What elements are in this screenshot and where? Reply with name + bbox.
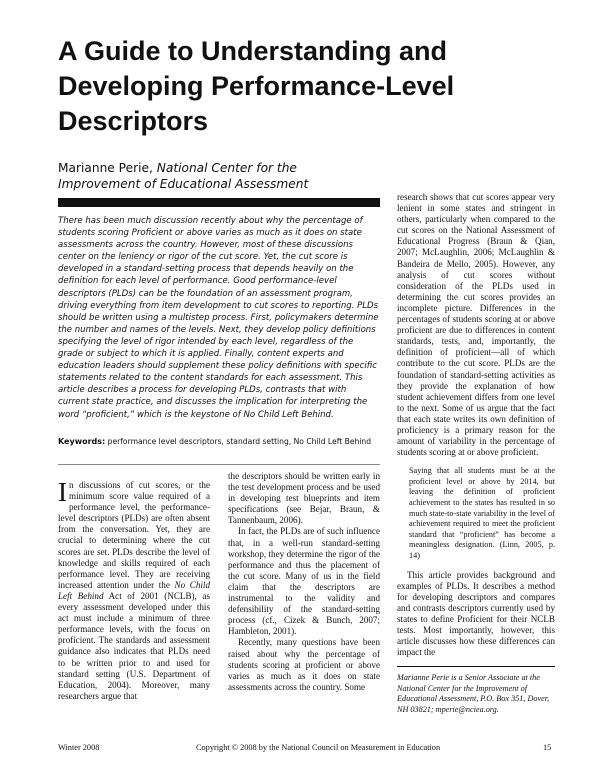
author-name: Marianne Perie, bbox=[58, 161, 153, 175]
abstract: There has been much discussion recently about why the percentage of students scoring Proficient or above varies as much as it does on state assessments across the country. However, most of these discussions center on the leniency or rigor of the cut score. Yet, the cut score is developed in a standard-setting process that depends heavily on the definition for each level of performance. Good performance-level descriptors (PLDs) can be the foundation of an assessment program, driving everything from item development to cut scores to reporting. PLDs should be written using a multistep process. First, policymakers determine the number and names of the levels. Next, they develop policy definitions specifying the level of rigor intended by each level, regardless of the grade or subject to which it is applied. Finally, content experts and education leaders should supplement these policy definitions with specific statements related to the content standards for each assessment. This article describes a process for developing PLDs, contrasts that with current state practice, and discusses the implication for interpreting the word “proficient,” which is the keystone of No Child Left Behind. bbox=[58, 216, 379, 420]
bio-divider bbox=[397, 666, 555, 667]
drop-cap: I bbox=[58, 477, 67, 507]
keywords bbox=[58, 436, 380, 447]
keywords-divider bbox=[58, 464, 380, 465]
body-column-2 bbox=[228, 471, 380, 693]
page-number: 15 bbox=[543, 743, 552, 752]
author-affiliation: National Center for the Improvement of Educational Assessment bbox=[58, 161, 309, 191]
body-column-3 bbox=[397, 192, 555, 715]
article-title: A Guide to Understanding and Developing Performance-Level Descriptors bbox=[58, 36, 455, 136]
column2-paragraph-3: Recently, many questions have been raised about why the percentage of students scoring at proficient or above varies as much as it does on state assessments across the country. Some bbox=[228, 637, 380, 692]
column2-paragraph-1: the descriptors should be written early in the test development process and be used in developing test blueprints and item specifications (see Bejar, Braun, & Tannenbaum, 2006). bbox=[228, 471, 380, 526]
column2-paragraph-2: In fact, the PLDs are of such influence that, in a well-run standard-setting workshop, they determine the rigor of the performance and thus the placement of the cut score. Many of us in the field claim that the descriptors are instrumental to the validity and defensibility of the standard-setting process (cf., Cizek & Bunch, 2007; Hambleton, 2001). bbox=[228, 526, 380, 637]
author-bio: Marianne Perie is a Senior Associate at the National Center for the Improvement of Educational Assessment, P.O. Box 351, Dover, NH 03821; mperie@nciea.org. bbox=[397, 673, 550, 714]
abstract-rule bbox=[58, 198, 380, 207]
body-column-1 bbox=[58, 477, 210, 702]
column1-text-b: Act of 2001 (NCLB), as every assessment developed under this act must include a minimum of three performance levels, with the focus on proficient. The standards and assessment guidance also indicates that PLDs need to be written prior to and used for standard setting (U.S. Department of Education, 2004). Moreover, many researchers argue that bbox=[58, 590, 210, 701]
column1-paragraph-1 bbox=[58, 477, 210, 702]
author-byline bbox=[58, 160, 378, 192]
keywords-label: Keywords: bbox=[58, 437, 106, 446]
keywords-text: performance level descriptors, standard setting, No Child Left Behind bbox=[107, 437, 372, 446]
column3-paragraph-1: research shows that cut scores appear very lenient in some states and stringent in others, particularly when compared to the cut scores on the National Assessment of Educational Progress (Braun & Qian, 2007; McLaughlin, 2006; McLaughlin & Bandeira de Mello, 2005). However, any analysis of cut scores without consideration of the PLDs used in determining the cut scores provides an incomplete picture. Differences in the percentages of students scoring at or above proficient are due to differences in content standards, tests, and, importantly, the definition of proficient—all of which contribute to the cut score. PLDs are the foundation of standard-setting activities as they provide the explanation of how student achievement differs from one level to the next. Some of us argue that the fact that each state writes its own definition of proficiency is a primary reason for the amount of variability in the percentage of students scoring at or above proficient. bbox=[397, 192, 555, 458]
footer-issue: Winter 2008 bbox=[58, 743, 100, 752]
column1-italic-act: No Child Left Behind bbox=[58, 579, 210, 601]
footer-copyright: Copyright © 2008 by the National Council on Measurement in Education bbox=[196, 743, 441, 752]
block-quote: Saying that all students must be at the proficient level or above by 2014, but leaving the definition of proficient achievement to the states has resulted in so much state-to-state variability in the level of achievement required to meet the proficient standard that “proficient” has become a meaningless designation. (Linn, 2005, p. 14) bbox=[409, 466, 555, 560]
column3-paragraph-2: This article provides background and examples of PLDs. It describes a method for developing descriptors and compares and contrasts descriptors currently used by states to define Proficient for their NCLB tests. Most importantly, however, this article discusses how these differences can impact the bbox=[397, 569, 555, 658]
column1-text-a: n discussions of cut scores, or the minimum score value required of a performance level, the performance-level descriptors (PLDs) are often absent from the conversation. Yet, they are crucial to determining where the cut scores are set. PLDs describe the level of knowledge and skills required of each performance level. They are receiving increased attention under the bbox=[58, 480, 210, 590]
